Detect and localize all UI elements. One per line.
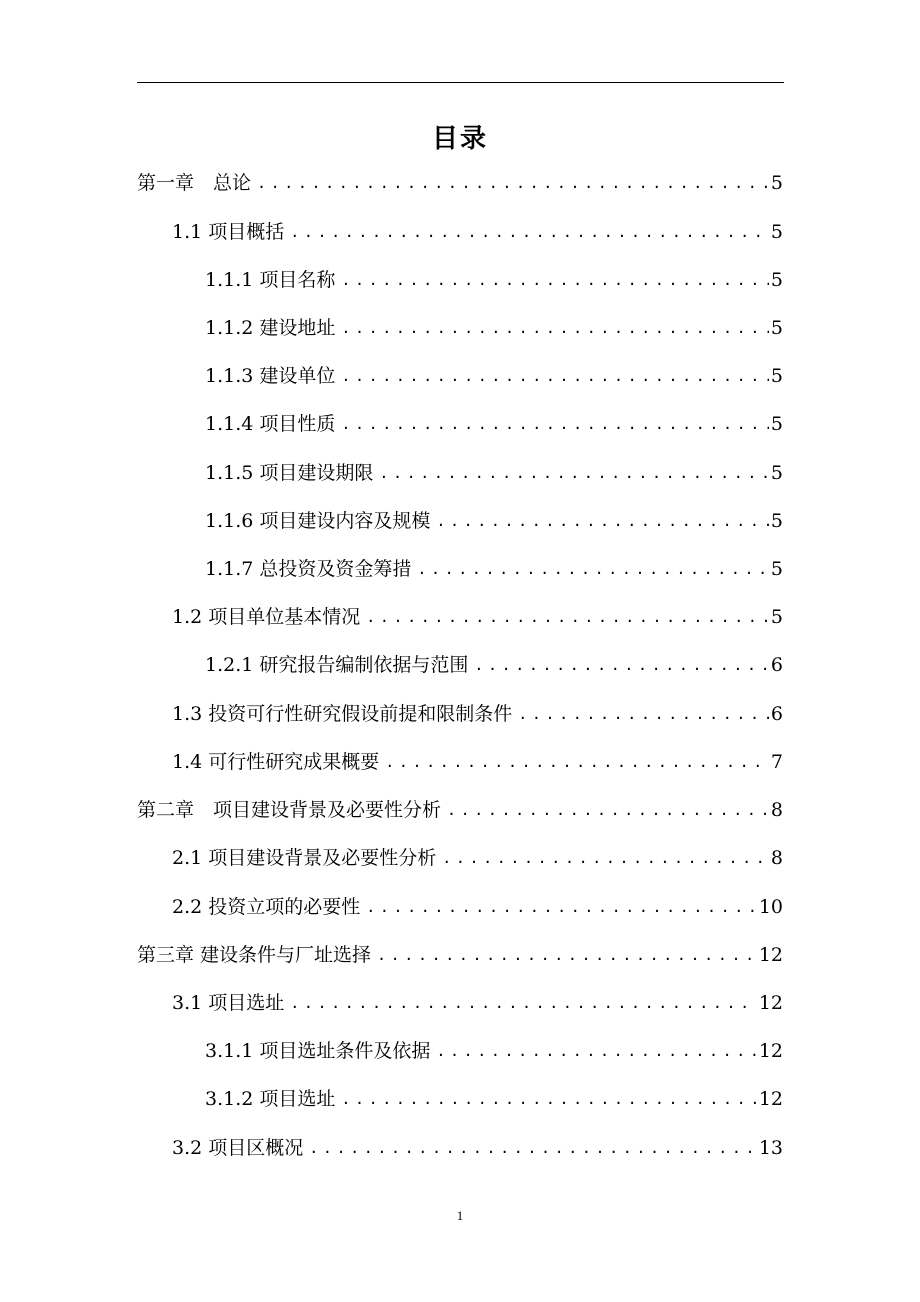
dot-leader bbox=[341, 361, 769, 391]
dot-leader bbox=[290, 988, 757, 1018]
toc-entry-text: 3.1 项目选址 bbox=[172, 992, 285, 1014]
toc-entry-page: 5 bbox=[770, 172, 783, 194]
toc-entry-text: 1.1 项目概括 bbox=[172, 221, 285, 243]
toc-entry-page: 5 bbox=[770, 317, 783, 339]
toc-entry-text: 1.2 项目单位基本情况 bbox=[172, 606, 361, 628]
toc-entry-page: 5 bbox=[770, 462, 783, 484]
toc-entry-text: 3.1.1 项目选址条件及依据 bbox=[205, 1040, 431, 1062]
toc-entry-text: 1.3 投资可行性研究假设前提和限制条件 bbox=[172, 703, 513, 725]
toc-entry-page: 12 bbox=[758, 944, 783, 966]
toc-entry[interactable] bbox=[205, 458, 783, 488]
dot-leader bbox=[377, 940, 757, 970]
toc-entry-page: 5 bbox=[770, 510, 783, 532]
toc-entry-text: 第三章 建设条件与厂址选择 bbox=[137, 944, 372, 966]
dot-leader bbox=[309, 1133, 757, 1163]
toc-entry-text: 第二章 项目建设背景及必要性分析 bbox=[137, 799, 442, 821]
toc-entry[interactable] bbox=[172, 892, 783, 922]
toc-entry[interactable] bbox=[172, 1133, 783, 1163]
dot-leader bbox=[385, 747, 769, 777]
dot-leader bbox=[341, 1084, 756, 1114]
toc-entry[interactable] bbox=[137, 940, 783, 970]
toc-entry[interactable] bbox=[205, 1084, 783, 1114]
toc-entry[interactable] bbox=[137, 795, 783, 825]
dot-leader bbox=[436, 506, 769, 536]
toc-entry-page: 10 bbox=[758, 896, 783, 918]
toc-entry-page: 12 bbox=[758, 992, 783, 1014]
toc-entry-page: 6 bbox=[770, 703, 783, 725]
toc-entry-page: 8 bbox=[770, 799, 783, 821]
toc-entry-text: 1.1.6 项目建设内容及规模 bbox=[205, 510, 431, 532]
toc-entry[interactable] bbox=[205, 265, 783, 295]
toc-entry-text: 1.1.5 项目建设期限 bbox=[205, 462, 374, 484]
toc-entry-text: 1.1.4 项目性质 bbox=[205, 413, 336, 435]
dot-leader bbox=[341, 265, 769, 295]
dot-leader bbox=[366, 892, 757, 922]
toc-entry[interactable] bbox=[205, 506, 783, 536]
dot-leader bbox=[290, 217, 769, 247]
toc-entry[interactable] bbox=[137, 168, 783, 198]
dot-leader bbox=[366, 602, 769, 632]
dot-leader bbox=[341, 409, 769, 439]
toc-entry[interactable] bbox=[172, 217, 783, 247]
toc-entry[interactable] bbox=[172, 843, 783, 873]
dot-leader bbox=[518, 699, 769, 729]
dot-leader bbox=[474, 650, 769, 680]
toc-entry-page: 5 bbox=[770, 269, 783, 291]
toc-entry-page: 7 bbox=[770, 751, 783, 773]
toc-entry-page: 5 bbox=[770, 221, 783, 243]
toc-entry-page: 12 bbox=[758, 1088, 783, 1110]
toc-entry-text: 3.2 项目区概况 bbox=[172, 1137, 304, 1159]
toc-entry-text: 1.4 可行性研究成果概要 bbox=[172, 751, 380, 773]
toc-entry-page: 12 bbox=[758, 1040, 783, 1062]
dot-leader bbox=[417, 554, 769, 584]
toc-entry-page: 5 bbox=[770, 558, 783, 580]
dot-leader bbox=[436, 1036, 756, 1066]
toc-entry-text: 2.1 项目建设背景及必要性分析 bbox=[172, 847, 437, 869]
toc-entry[interactable] bbox=[205, 409, 783, 439]
toc-entry-page: 8 bbox=[770, 847, 783, 869]
dot-leader bbox=[257, 168, 769, 198]
dot-leader bbox=[341, 313, 769, 343]
toc-entry-text: 1.2.1 研究报告编制依据与范围 bbox=[205, 654, 469, 676]
page-number: 1 bbox=[456, 1208, 464, 1223]
toc-entry-text: 3.1.2 项目选址 bbox=[205, 1088, 336, 1110]
toc-entry[interactable] bbox=[172, 699, 783, 729]
toc-entry-text: 2.2 投资立项的必要性 bbox=[172, 896, 361, 918]
toc-entry[interactable] bbox=[205, 1036, 783, 1066]
toc-entry-text: 第一章 总论 bbox=[137, 172, 252, 194]
toc-entry-text: 1.1.1 项目名称 bbox=[205, 269, 336, 291]
toc-title: 目录 bbox=[431, 124, 488, 154]
toc-entry-page: 13 bbox=[758, 1137, 783, 1159]
toc-entry-page: 5 bbox=[770, 365, 783, 387]
dot-leader bbox=[442, 843, 769, 873]
toc-entry[interactable] bbox=[205, 650, 783, 680]
toc-entry-text: 1.1.7 总投资及资金筹措 bbox=[205, 558, 412, 580]
toc-entry-text: 1.1.3 建设单位 bbox=[205, 365, 336, 387]
dot-leader bbox=[447, 795, 769, 825]
toc-entry[interactable] bbox=[205, 313, 783, 343]
dot-leader bbox=[379, 458, 769, 488]
toc-entry[interactable] bbox=[205, 361, 783, 391]
toc-entry[interactable] bbox=[205, 554, 783, 584]
toc-entry[interactable] bbox=[172, 602, 783, 632]
toc-entry-page: 5 bbox=[770, 606, 783, 628]
toc-entry[interactable] bbox=[172, 747, 783, 777]
toc-entry[interactable] bbox=[172, 988, 783, 1018]
toc-entry-page: 5 bbox=[770, 413, 783, 435]
toc-entry-page: 6 bbox=[770, 654, 783, 676]
toc-entry-text: 1.1.2 建设地址 bbox=[205, 317, 336, 339]
